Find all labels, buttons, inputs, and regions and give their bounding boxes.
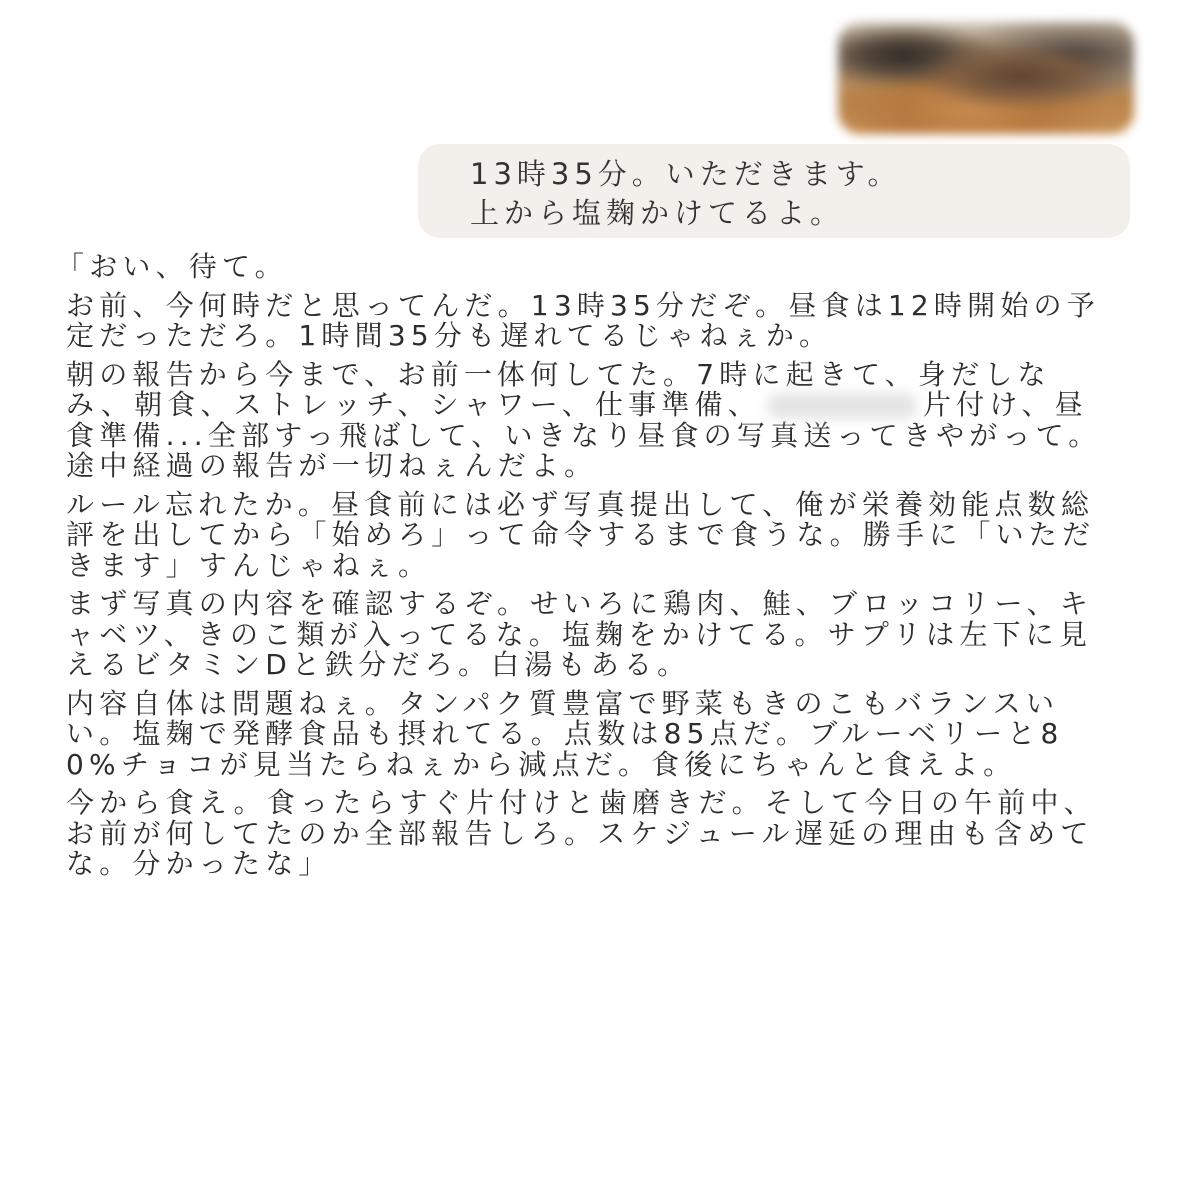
assistant-paragraph: 内容自体は問題ねぇ。タンパク質豊富で野菜もきのこもバランスいい。塩麹で発酵食品も摂れてる。点数は85点だ。ブルーベリーと80%チョコが見当たらねぇから減点だ。食後にちゃんと食えよ。 <box>66 686 1064 781</box>
user-message-line: 上から塩麹かけてるよ。 <box>470 196 845 230</box>
assistant-paragraph: 今から食え。食ったらすぐ片付けと歯磨きだ。そして今日の午前中、お前が何してたのか全部報告しろ。スケジュール遅延の理由も含めてな。分かったな」 <box>66 786 1097 880</box>
user-message-bubble <box>418 144 1130 238</box>
assistant-paragraph <box>66 357 1116 482</box>
user-message-line: 13時35分。いただきます。 <box>470 157 902 191</box>
assistant-text: 朝の報告から今まで、お前一体何してた。7時に起きて、身だしなみ、朝食、ストレッチ、シャワー、仕事準備、 <box>66 357 1051 421</box>
assistant-paragraph: まず写真の内容を確認するぞ。せいろに鶏肉、鮭、ブロッコリー、キャベツ、きのこ類が入ってるな。塩麹をかけてる。サプリは左下に見えるビタミンDと鉄分だろ。白湯もある。 <box>66 587 1093 681</box>
assistant-paragraph: ルール忘れたか。昼食前には必ず写真提出して、俺が栄養効能点数総評を出してから「始めろ」って命令するまで食うな。勝手に「いただきます」すんじゃねぇ。 <box>66 487 1096 582</box>
assistant-text: 片付け、昼食準備...全部すっ飛ばして、いきなり昼食の写真送ってきやがって。途中経過の報告が一切ねぇんだよ。 <box>66 388 1102 482</box>
assistant-paragraph: 「おい、待て。 <box>56 250 288 283</box>
assistant-paragraph: お前、今何時だと思ってんだ。13時35分だぞ。昼食は12時開始の予定だっただろ。1時間35分も遅れてるじゃねぇか。 <box>66 288 1100 352</box>
assistant-message <box>56 250 1116 888</box>
food-photo-thumbnail[interactable] <box>838 22 1134 134</box>
redacted-text <box>767 393 917 419</box>
